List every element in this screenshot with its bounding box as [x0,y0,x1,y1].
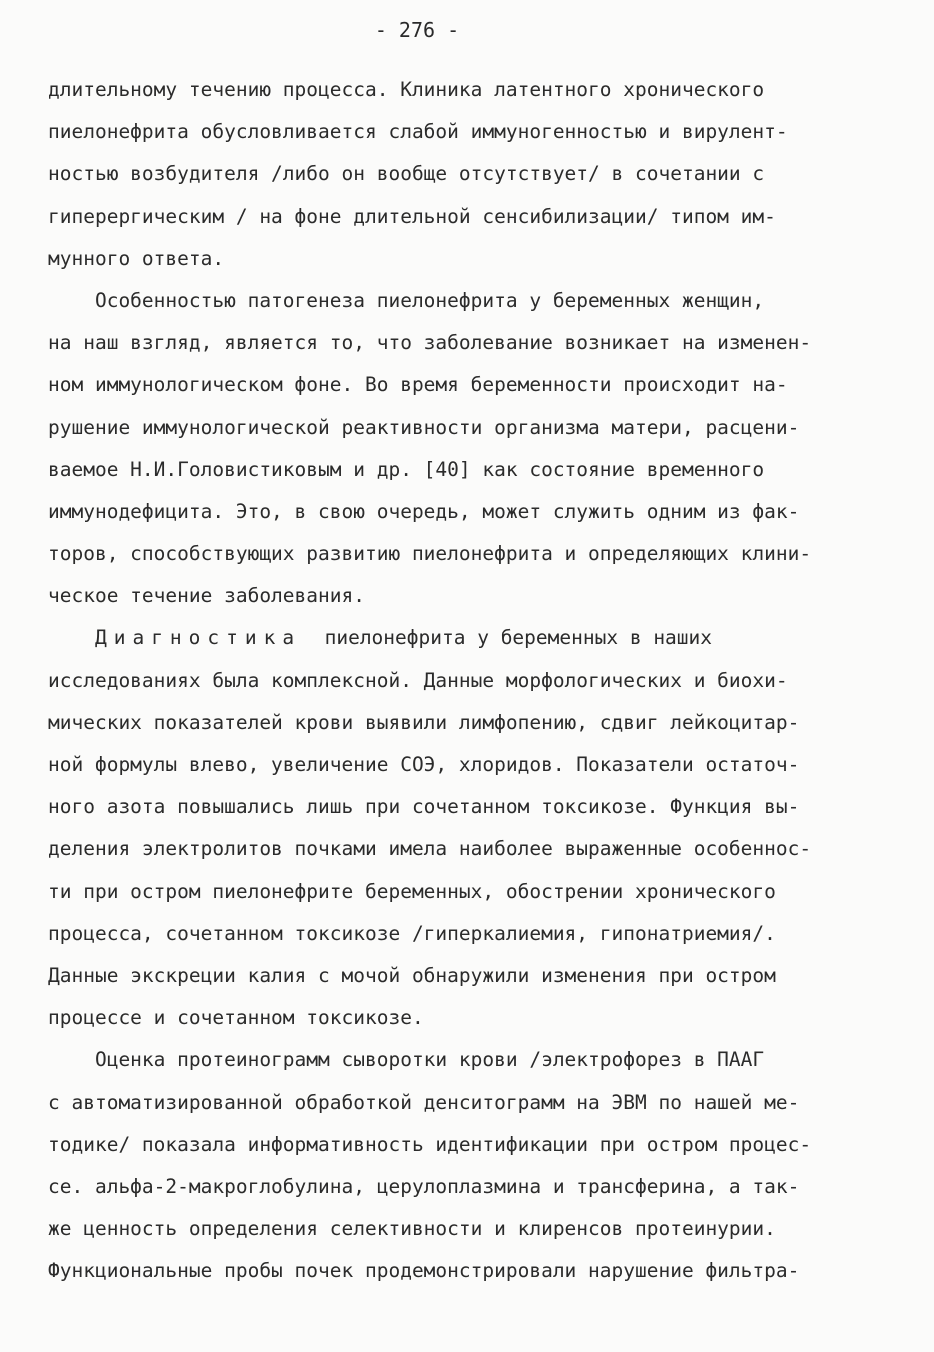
text-line: пиелонефрита обусловливается слабой иммуногенностью и вирулент- [48,120,788,144]
text-line: исследованиях была комплексной. Данные морфологических и биохи- [48,668,788,692]
text-line: процессе и сочетанном токсикозе. [48,1006,424,1030]
heading-line-rest: пиелонефрита у беременных в наших [324,626,713,650]
spaced-heading-word: Диагностика [94,626,302,650]
text-line: ной формулы влево, увеличение СОЭ, хлоридов. Показатели остаточ- [48,753,800,776]
text-line: деления электролитов почками имела наиболее выраженные особеннос- [48,837,812,861]
text-line: на наш взгляд, является то, что заболевание возникает на изменен- [48,331,812,355]
text-line: Функциональные пробы почек продемонстрировали нарушение фильтра- [48,1259,800,1283]
text-line: иммунодефицита. Это, в свою очередь, может служить одним из фак- [48,499,800,523]
text-line: рушение иммунологической реактивности организма матери, расцени- [48,415,800,439]
text-line: торов, способствующих развитию пиелонефрита и определяющих клини- [48,542,812,566]
text-line-diagnostics-heading [48,617,878,659]
text-line: процесса, сочетанном токсикозе /гиперкалиемия, гипонатриемия/. [48,921,776,945]
text-line: тодике/ показала информативность идентификации при остром процес- [48,1132,812,1156]
text-line: Данные экскреции калия с мочой обнаружили изменения при остром [48,963,776,987]
text-line: ностью возбудителя /либо он вообще отсутствует/ в сочетании с [48,162,765,186]
text-line: Оценка протеинограмм сыворотки крови /электрофорез в ПААГ [48,1048,765,1072]
text-line: ческое течение заболевания. [48,584,365,608]
text-line: мических показателей крови выявили лимфопению, сдвиг лейкоцитар- [48,710,800,734]
text-line: длительному течению процесса. Клиника латентного хронического [48,78,765,101]
text-line: ном иммунологическом фоне. Во время беременности происходит на- [48,373,788,397]
text-line: с автоматизированной обработкой денситограмм на ЭВМ по нашей ме- [48,1090,800,1114]
text-line: мунного ответа. [48,246,225,270]
text-line: же ценность определения селективности и клиренсов протеинурии. [48,1217,776,1241]
page-text [48,69,878,1292]
text-line: се. альфа-2-макроглобулина, церулоплазмина и трансферина, а так- [48,1174,800,1198]
page-number: - 276 - [374,18,460,42]
text-line: ваемое Н.И.Головистиковым и др. [40] как состояние временного [48,457,765,481]
text-line: ти при остром пиелонефрите беременных, обострении хронического [48,879,776,903]
text-line: Особенностью патогенеза пиелонефрита у беременных женщин, [48,288,765,312]
text-line: ного азота повышались лишь при сочетанном токсикозе. Функция вы- [48,795,800,819]
text-line: гиперергическим / на фоне длительной сенсибилизации/ типом им- [48,204,776,228]
